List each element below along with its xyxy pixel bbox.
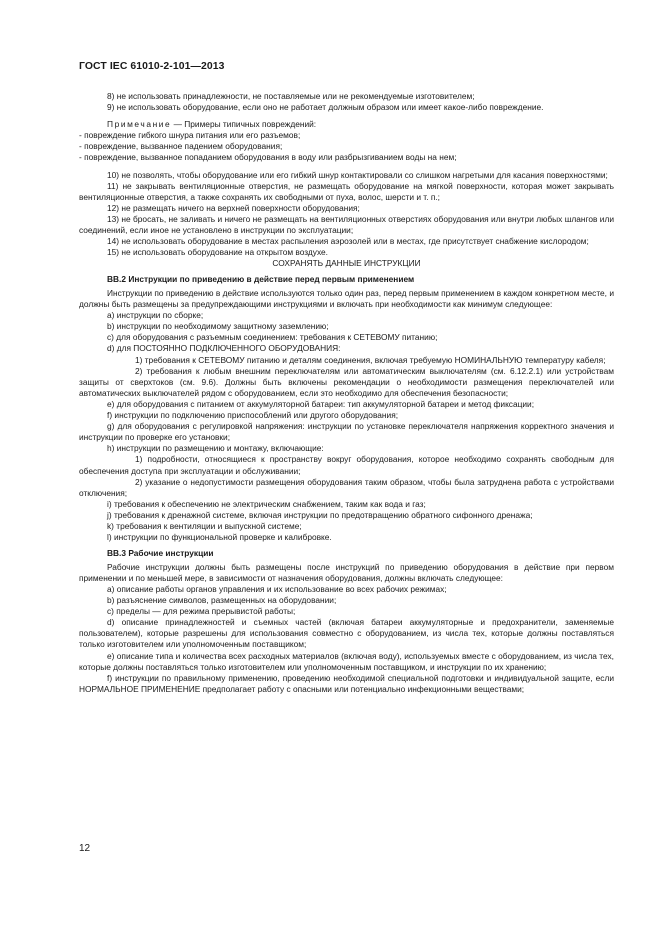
document-header: ГОСТ IEC 61010-2-101—2013 — [79, 61, 225, 72]
note-item: - повреждение, вызванное попаданием оборудования в воду или разбрызгиванием воды на нем; — [79, 152, 457, 163]
paragraph: Инструкции по приведению в действие используются только один раз, перед первым применением в каждом конкретном месте, и должны быть размещены за предупреждающими инструкциями и включать при необходимости как минимум следующее: — [79, 288, 614, 310]
page-number: 12 — [79, 843, 91, 854]
list-item: c) пределы — для режима прерывистой работы; — [107, 606, 296, 617]
list-item: j) требования к дренажной системе, включая инструкции по предотвращению обратного сифонного дренажа; — [107, 509, 533, 520]
list-item: a) описание работы органов управления и их использование во всех рабочих режимах; — [107, 583, 447, 594]
section-heading-bb3: ВВ.3 Рабочие инструкции — [107, 548, 214, 559]
note-label: Примечание — [107, 119, 172, 130]
list-item: 10) не позволять, чтобы оборудование или его гибкий шнур контактировали со слишком нагретыми для касания поверхностями; — [107, 169, 608, 180]
list-item: f) инструкции по правильному применению, проведению необходимой специальной подготовки и индивидуальной защите, если НОРМАЛЬНОЕ ПРИМЕНЕНИЕ предполагает работу с опасными или потенциально инфекционными веществами; — [79, 672, 614, 694]
sub-list-item: 1) требования к СЕТЕВОМУ питанию и деталям соединения, включая требуемую НОМИНАЛЬНУЮ температуру кабеля; — [135, 354, 606, 365]
sub-list-item: 1) подробности, относящиеся к пространству вокруг оборудования, которое необходимо сохранять свободным для обеспечения доступа при эксплуатации и обслуживании; — [79, 454, 614, 476]
list-item: c) для оборудования с разъемным соединением: требования к СЕТЕВОМУ питанию; — [107, 332, 438, 343]
list-item: i) требования к обеспечению не электрическим снабжением, таким как вода и газ; — [107, 498, 426, 509]
list-item: b) инструкции по необходимому защитному заземлению; — [107, 321, 329, 332]
list-item: 9) не использовать оборудование, если оно не работает должным образом или имеет какое-либо повреждение. — [107, 102, 544, 113]
list-item: k) требования к вентиляции и выпускной системе; — [107, 520, 302, 531]
list-item: 15) не использовать оборудование на открытом воздухе. — [107, 247, 328, 258]
note-item: - повреждение, вызванное падением оборудования; — [79, 141, 283, 152]
list-item: 8) не использовать принадлежности, не поставляемые или не рекомендуемые изготовителем; — [107, 91, 475, 101]
note-title-text: — Примеры типичных повреждений: — [171, 119, 317, 130]
list-item: b) разъяснение символов, размещенных на оборудовании; — [107, 595, 337, 606]
note-title — [79, 119, 614, 130]
list-item: d) для ПОСТОЯННО ПОДКЛЮЧЕННОГО ОБОРУДОВАНИЯ: — [107, 343, 341, 354]
section-heading-bb2: ВВ.2 Инструкции по приведению в действие перед первым применением — [107, 274, 415, 285]
list-item: 11) не закрывать вентиляционные отверстия, не размещать оборудование на мягкой поверхности, которая может закрывать вентиляционные отверстия, а также сохранять их свободными от пуха, волос, шерсти и т. п.; — [79, 180, 614, 202]
list-item: 13) не бросать, не заливать и ничего не размещать на вентиляционных отверстиях оборудования или внутри любых шлангов или соединений, если иное не установлено в инструкции по эксплуатации; — [79, 213, 614, 236]
list-item: 12) не размещать ничего на верхней поверхности оборудования; — [107, 202, 360, 213]
sub-list-item: 2) требования к любым внешним переключателям или автоматическим выключателям (см. 6.12.2.1) или устройствам защиты от сверхтоков (см. 9.6). Должны быть включены рекомендации о необходимости размещения переключателей или автоматических выключателей рядом с оборудованием, если это необходимо для обеспечения безопасности; — [79, 365, 614, 398]
list-item: l) инструкции по функциональной проверке и калибровке. — [107, 532, 332, 543]
list-item: g) для оборудования с регулировкой напряжения: инструкции по установке переключателя напряжения корректного значения и инструкции по проверке его установки; — [79, 421, 614, 443]
save-instructions-line: СОХРАНЯТЬ ДАННЫЕ ИНСТРУКЦИИ — [272, 258, 421, 269]
list-item: e) для оборудования с питанием от аккумуляторной батареи: тип аккумуляторной батареи и метод фиксации; — [107, 398, 535, 409]
note-item: - повреждение гибкого шнура питания или его разъемов; — [79, 130, 301, 141]
list-item: e) описание типа и количества всех расходных материалов (включая воду), используемых вместе с оборудованием, из числа тех, которые должны поставляться только изготовителем или уполномоченным поставщиком, и инструкции по их хранению; — [79, 650, 614, 672]
list-item: d) описание принадлежностей и съемных частей (включая батареи аккумуляторные и предохранители, заменяемые пользователем), которые разрешены для использования совместно с оборудованием, из числа тех, которые должны поставляться только изготовителем или уполномоченным поставщиком; — [79, 617, 614, 650]
list-item: h) инструкции по размещению и монтажу, включающие: — [107, 443, 324, 454]
document-body — [79, 91, 614, 695]
paragraph: Рабочие инструкции должны быть размещены после инструкций по приведению оборудования в действие при первом применении и по меньшей мере, в зависимости от назначения оборудования, должны включать следующее: — [79, 561, 614, 583]
list-item: f) инструкции по подключению приспособлений или другого оборудования; — [107, 410, 399, 421]
list-item: a) инструкции по сборке; — [107, 310, 204, 321]
list-item: 14) не использовать оборудование в местах распыления аэрозолей или в местах, где присутствует снабжение кислородом; — [107, 236, 589, 247]
sub-list-item: 2) указание о недопустимости размещения оборудования таким образом, чтобы была затруднена работа с устройствами отключения; — [79, 476, 614, 498]
